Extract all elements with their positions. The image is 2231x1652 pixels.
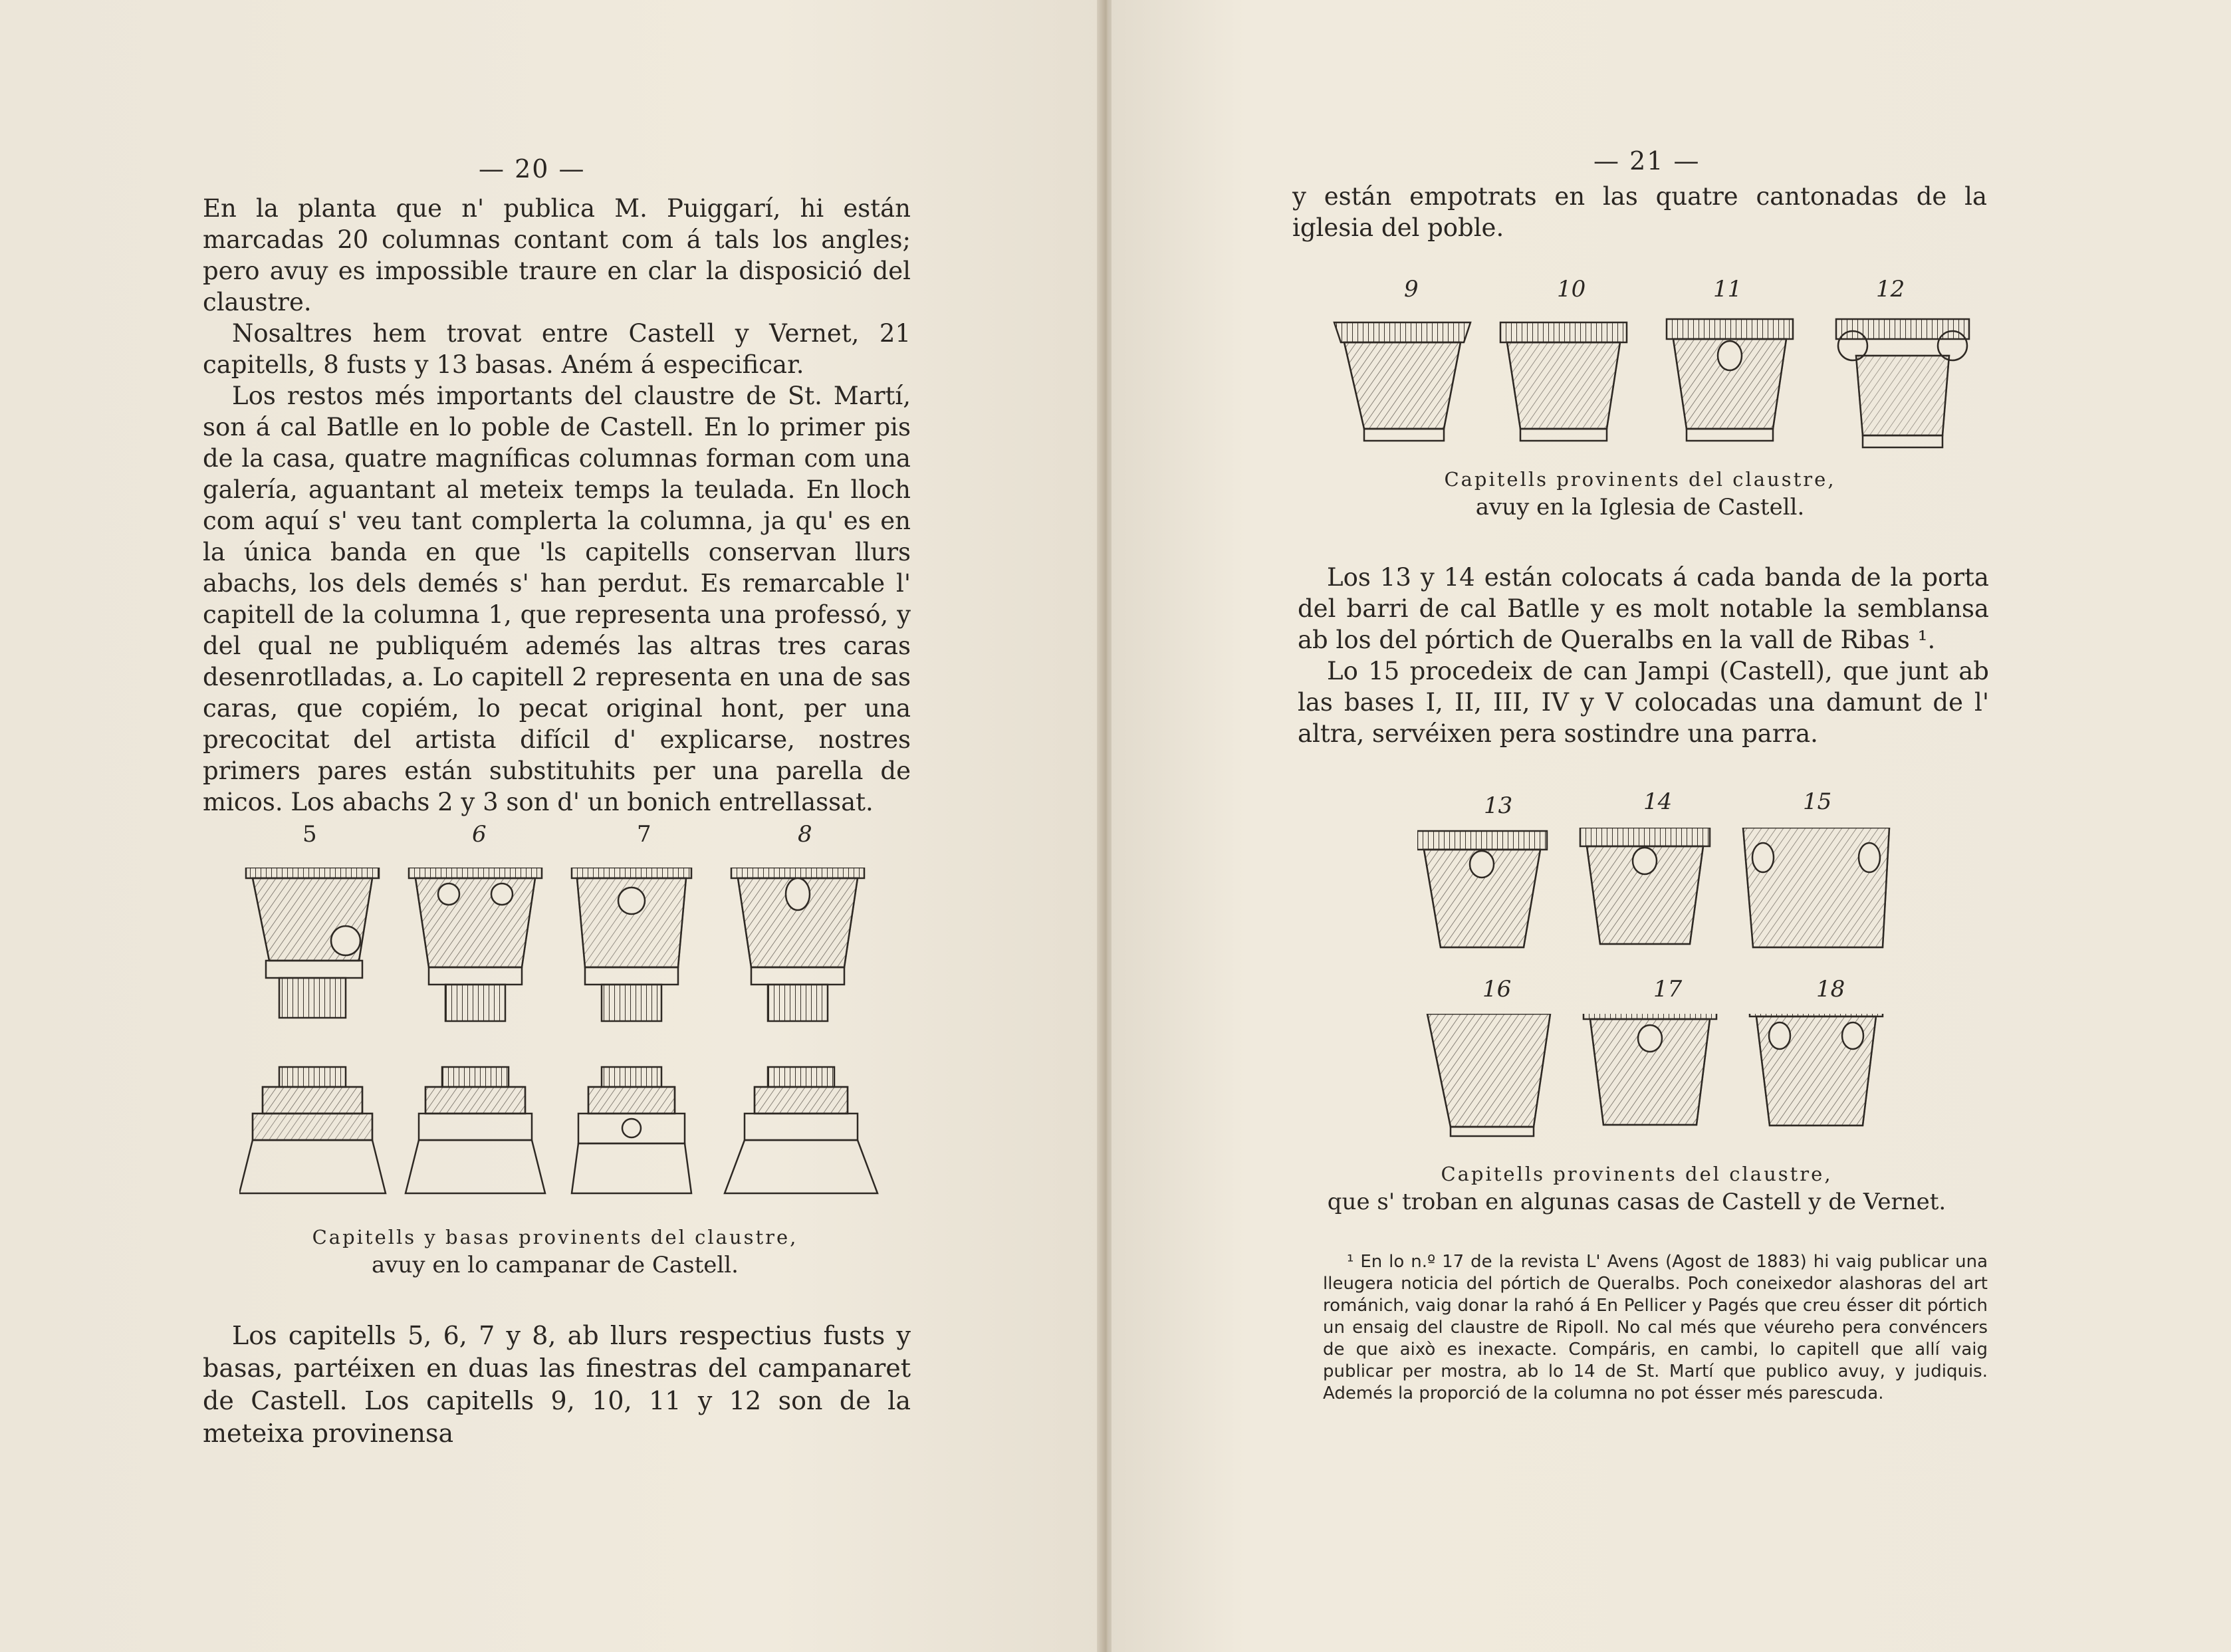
figure-number: 9 [1404, 276, 1419, 302]
capital-8-icon [731, 868, 864, 1021]
capitals-13-15-illustration [1417, 828, 1896, 961]
capital-12-icon [1836, 319, 1969, 447]
paragraph: Nosaltres hem trovat entre Castell y Vernet, 21 capitells, 8 fusts y 13 basas. Aném á especificar. [203, 319, 911, 379]
base-8-icon [725, 1067, 878, 1193]
caption-line: Capitells y basas provinents del claustre, [312, 1226, 798, 1248]
capital-10-icon [1500, 322, 1627, 441]
capital-13-icon [1417, 831, 1547, 947]
figure-number: 7 [637, 821, 651, 848]
figure-number: 15 [1803, 788, 1832, 815]
paragraph: y están empotrats en las quatre cantonadas de la iglesia del poble. [1292, 182, 1987, 242]
figure-number: 8 [798, 821, 812, 848]
caption-line: que s' troban en algunas casas de Castell y de Vernet. [1327, 1189, 1946, 1215]
figure-number: 12 [1876, 276, 1905, 302]
paragraph: Los capitells 5, 6, 7 y 8, ab llurs respectius fusts y basas, partéixen en duas las finestras del campanaret de Castell. Los capitells 9, 10, 11 y 12 son de la meteixa provinensa [203, 1321, 911, 1448]
caption-line: Capitells provinents del claustre, [1444, 468, 1836, 491]
body-text [203, 193, 911, 818]
caption-line: avuy en la Iglesia de Castell. [1475, 494, 1805, 521]
caption-line: avuy en lo campanar de Castell. [372, 1252, 739, 1278]
figure-number: 18 [1816, 976, 1845, 1003]
capital-7-icon [572, 868, 691, 1021]
page-number: — 20 — [479, 154, 586, 183]
figure-caption [1278, 1160, 1996, 1216]
paragraph: Los restos més importants del claustre de St. Martí, son á cal Batlle en lo poble de Castell. En lo primer pis de la casa, quatre magníficas columnas forman com una galería, aguantant al meteix temps la teulada. En lloch com aquí s' veu tant complerta la columna, ja qu' es en la única banda en que 'ls capitells conservan llurs abachs, los dels demés s' han perdut. Es remarcable l' capitell de la columna 1, que representa una professó, y del qual ne publiquém ademés las altras tres caras desenrotlladas, a. Lo capitell 2 representa en una de sas caras, que copiém, lo pecat original hont, per una precocitat del artista difícil d' explicarse, nostres primers pares están substituhits per una parella de micos. Los abachs 2 y 3 son d' un bonich entrellassat. [203, 382, 911, 816]
capital-17-icon [1584, 1014, 1716, 1125]
base-7-icon [572, 1067, 691, 1193]
paragraph: Lo 15 procedeix de can Jampi (Castell), que junt ab las bases I, II, III, IV y V colocadas una damunt de l' altra, servéixen pera sostindre una parra. [1298, 657, 1989, 748]
footnote [1323, 1251, 1988, 1405]
capital-6-icon [409, 868, 542, 1021]
body-text [1292, 181, 1987, 243]
left-page [0, 0, 1102, 1652]
capitals-and-bases-illustration [239, 868, 891, 1200]
capitals-16-18-illustration [1424, 1014, 1896, 1147]
base-5-icon [239, 1067, 386, 1193]
figure-number: 16 [1482, 976, 1512, 1003]
base-6-icon [406, 1067, 545, 1193]
figure-number: 13 [1484, 792, 1513, 819]
capital-16-icon [1427, 1014, 1550, 1136]
capital-15-icon [1743, 828, 1889, 947]
right-page [1112, 0, 2231, 1652]
paragraph: Los 13 y 14 están colocats á cada banda de la porta del barri de cal Batlle y es molt notable la semblansa ab los del pórtich de Queralbs en la vall de Ribas ¹. [1298, 563, 1989, 654]
figure-number: 6 [472, 821, 487, 848]
footnote-text: ¹ En lo n.º 17 de la revista L' Avens (Agost de 1883) hi vaig publicar una lleugera noticia del pórtich de Queralbs. Poch coneixedor alashoras del art románich, vaig donar la rahó á En Pellicer y Pagés que creu ésser dit pórtich un ensaig del claustre de Ripoll. No cal més que véureho pera convéncers de que això es inexacte. Compáris, en cambi, lo capitell que allí vaig publicar per mostra, ab lo 14 de St. Martí que publico avuy, y judiquis. Ademés la proporció de la columna no pot ésser més parescuda. [1323, 1252, 1988, 1403]
figure-number: 5 [302, 821, 317, 848]
capital-9-icon [1334, 322, 1470, 441]
figure-number: 14 [1643, 788, 1673, 815]
page-number: — 21 — [1593, 146, 1701, 176]
body-text [203, 1320, 911, 1450]
paragraph: En la planta que n' publica M. Puiggarí, hi están marcadas 20 columnas contant com á tals los angles; pero avuy es impossible traure en clar la disposició del claustre. [203, 194, 911, 316]
capital-18-icon [1750, 1014, 1883, 1125]
figure-caption [199, 1223, 911, 1279]
capital-5-icon [246, 868, 379, 1018]
caption-line: Capitells provinents del claustre, [1441, 1163, 1833, 1185]
figure-number: 10 [1557, 276, 1586, 302]
figure-number: 17 [1653, 976, 1683, 1003]
capital-11-icon [1667, 319, 1793, 441]
capitals-9-12-illustration [1331, 316, 1996, 455]
capital-14-icon [1580, 828, 1710, 944]
body-text [1298, 562, 1989, 749]
figure-number: 11 [1713, 276, 1742, 302]
figure-caption [1291, 465, 1989, 521]
